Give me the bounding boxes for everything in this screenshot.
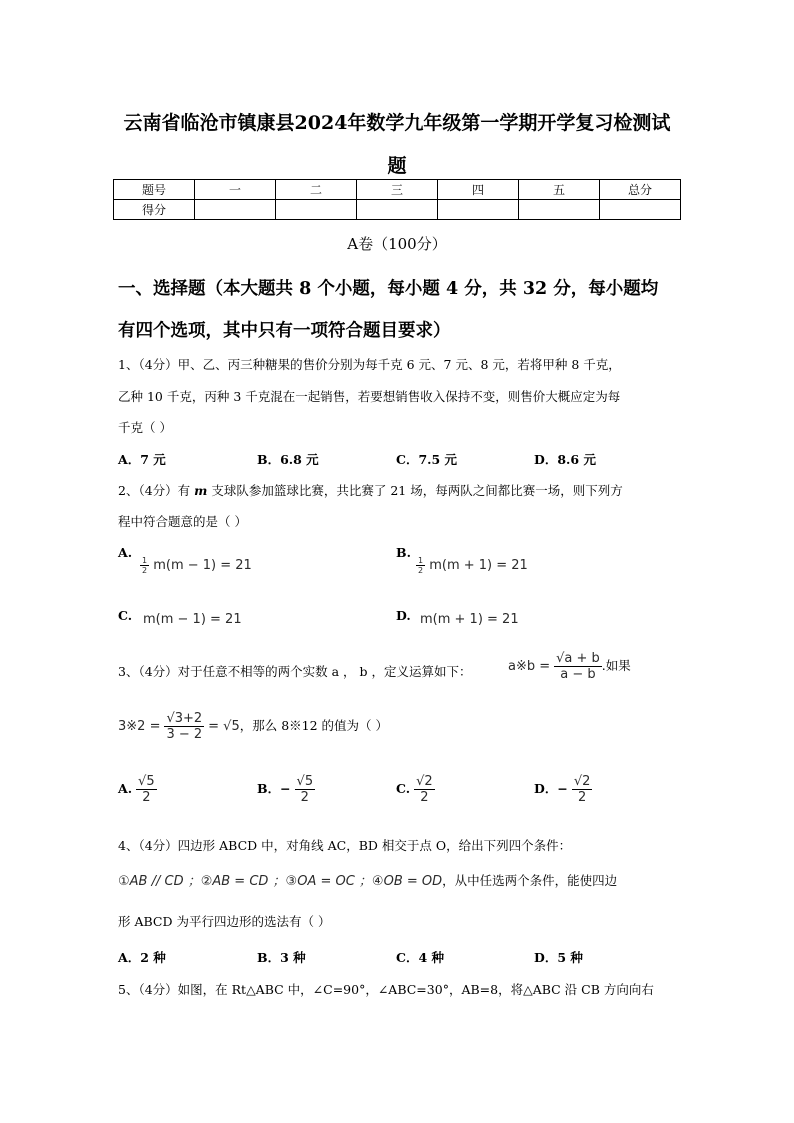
q3-option-c: C. $\frac{√2}{2}$ (396, 774, 433, 805)
q4-text-line1: 4、（4分）四边形 ABCD 中，对角线 AC，BD 相交于点 O，给出下列四个条件： (118, 838, 572, 853)
q2-option-b-label: B. (396, 545, 411, 560)
q1-option-c: C．7.5 元 (396, 452, 458, 467)
q1-text-line3: 千克（ ） (118, 420, 172, 435)
q2-option-a-expr: $\frac{1}{2}$ m(m − 1) = 21 (142, 556, 252, 575)
q3-text-line1: 3、（4分）对于任意不相等的两个实数 a ， b ，定义运算如下： (118, 664, 472, 679)
score-blank (600, 200, 681, 220)
q2-option-d-expr: m(m + 1) = 21 (420, 612, 519, 627)
doc-title-line1: 云南省临沧市镇康县2024年数学九年级第一学期开学复习检测试 (123, 112, 671, 134)
half-fraction: $\frac{1}{2}$ (418, 556, 424, 575)
score-blank (276, 200, 357, 220)
score-cell: 四 (438, 180, 519, 200)
q1-option-d: D．8.6 元 (534, 452, 596, 467)
q1-text-line2: 乙种 10 千克，丙种 3 千克混在一起销售，若要想销售收入保持不变，则售价大概应定为每 (118, 389, 621, 404)
q2-option-c-label: C. (118, 608, 133, 623)
score-cell: 二 (276, 180, 357, 200)
doc-title-line2: 题 (387, 155, 407, 177)
q4-text-line2: ①AB // CD ；②AB = CD ；③OA = OC ；④OB = OD，从中任选两个条件，能使四边 (118, 873, 618, 889)
section-heading-line1: 一、选择题（本大题共 8 个小题，每小题 4 分，共 32 分，每小题均 (118, 279, 659, 299)
q2-var-m: m (194, 483, 208, 498)
score-table-header-row (114, 180, 681, 200)
score-cell: 三 (357, 180, 438, 200)
q2-option-a-label: A. (118, 545, 133, 560)
q2-text-line1 (118, 481, 623, 499)
q3-definition: a※b = $\frac{√a + b}{a - b}$ .如果 (508, 651, 631, 682)
section-heading-line2: 有四个选项，其中只有一项符合题目要求） (118, 321, 451, 341)
q2-suffix: 支球队参加篮球比赛，共比赛了 21 场，每两队之间都比赛一场，则下列方 (207, 483, 623, 498)
score-cell: 题号 (114, 180, 195, 200)
score-blank (519, 200, 600, 220)
score-table-score-row (114, 200, 681, 220)
score-cell: 总分 (600, 180, 681, 200)
q4-option-b: B．3 种 (257, 950, 306, 965)
score-cell: 五 (519, 180, 600, 200)
half-fraction: $\frac{1}{2}$ (142, 556, 148, 575)
q4-conditions: ①AB // CD ；②AB = CD ；③OA = OC ；④OB = OD (118, 874, 443, 889)
q4-option-d: D．5 种 (534, 950, 583, 965)
score-row-label: 得分 (114, 200, 195, 220)
volume-heading: A卷（100分） (347, 235, 447, 253)
score-blank (195, 200, 276, 220)
score-cell: 一 (195, 180, 276, 200)
q1-option-a: A．7 元 (118, 452, 166, 467)
q2-text-line2: 程中符合题意的是（ ） (118, 514, 247, 529)
score-blank (357, 200, 438, 220)
q1-text-line1: 1、（4分）甲、乙、丙三种糖果的售价分别为每千克 6 元、7 元、8 元，若将甲种 8 千克， (118, 357, 621, 372)
q2-prefix: 2、（4分）有 (118, 483, 195, 498)
score-blank (438, 200, 519, 220)
q4-option-c: C．4 种 (396, 950, 444, 965)
q3-example-fraction: $\frac{√3+2}{3 - 2}$ (166, 711, 203, 742)
q4-text-line3: 形 ABCD 为平行四边形的选法有（ ） (118, 914, 331, 929)
q3-definition-fraction: $\frac{√a + b}{a - b}$ (556, 651, 600, 682)
q1-option-b: B．6.8 元 (257, 452, 319, 467)
q3-option-d: D．− $\frac{√2}{2}$ (534, 774, 591, 805)
q4-option-a: A．2 种 (118, 950, 166, 965)
score-table (113, 179, 681, 220)
q2-option-c-expr: m(m − 1) = 21 (143, 612, 242, 627)
q2-option-d-label: D. (396, 608, 411, 623)
q2-option-b-expr: $\frac{1}{2}$ m(m + 1) = 21 (418, 556, 528, 575)
q5-text-line1: 5、（4分）如图，在 Rt△ABC 中，∠C=90°，∠ABC=30°，AB=8，将△ABC 沿 CB 方向向右 (118, 982, 654, 997)
q3-option-b: B．− $\frac{√5}{2}$ (257, 774, 314, 805)
q3-example: 3※2 = $\frac{√3+2}{3 - 2}$ = √5，那么 8※12 的值为（ ） (118, 711, 389, 742)
q3-option-a: A. $\frac{√5}{2}$ (118, 774, 155, 805)
